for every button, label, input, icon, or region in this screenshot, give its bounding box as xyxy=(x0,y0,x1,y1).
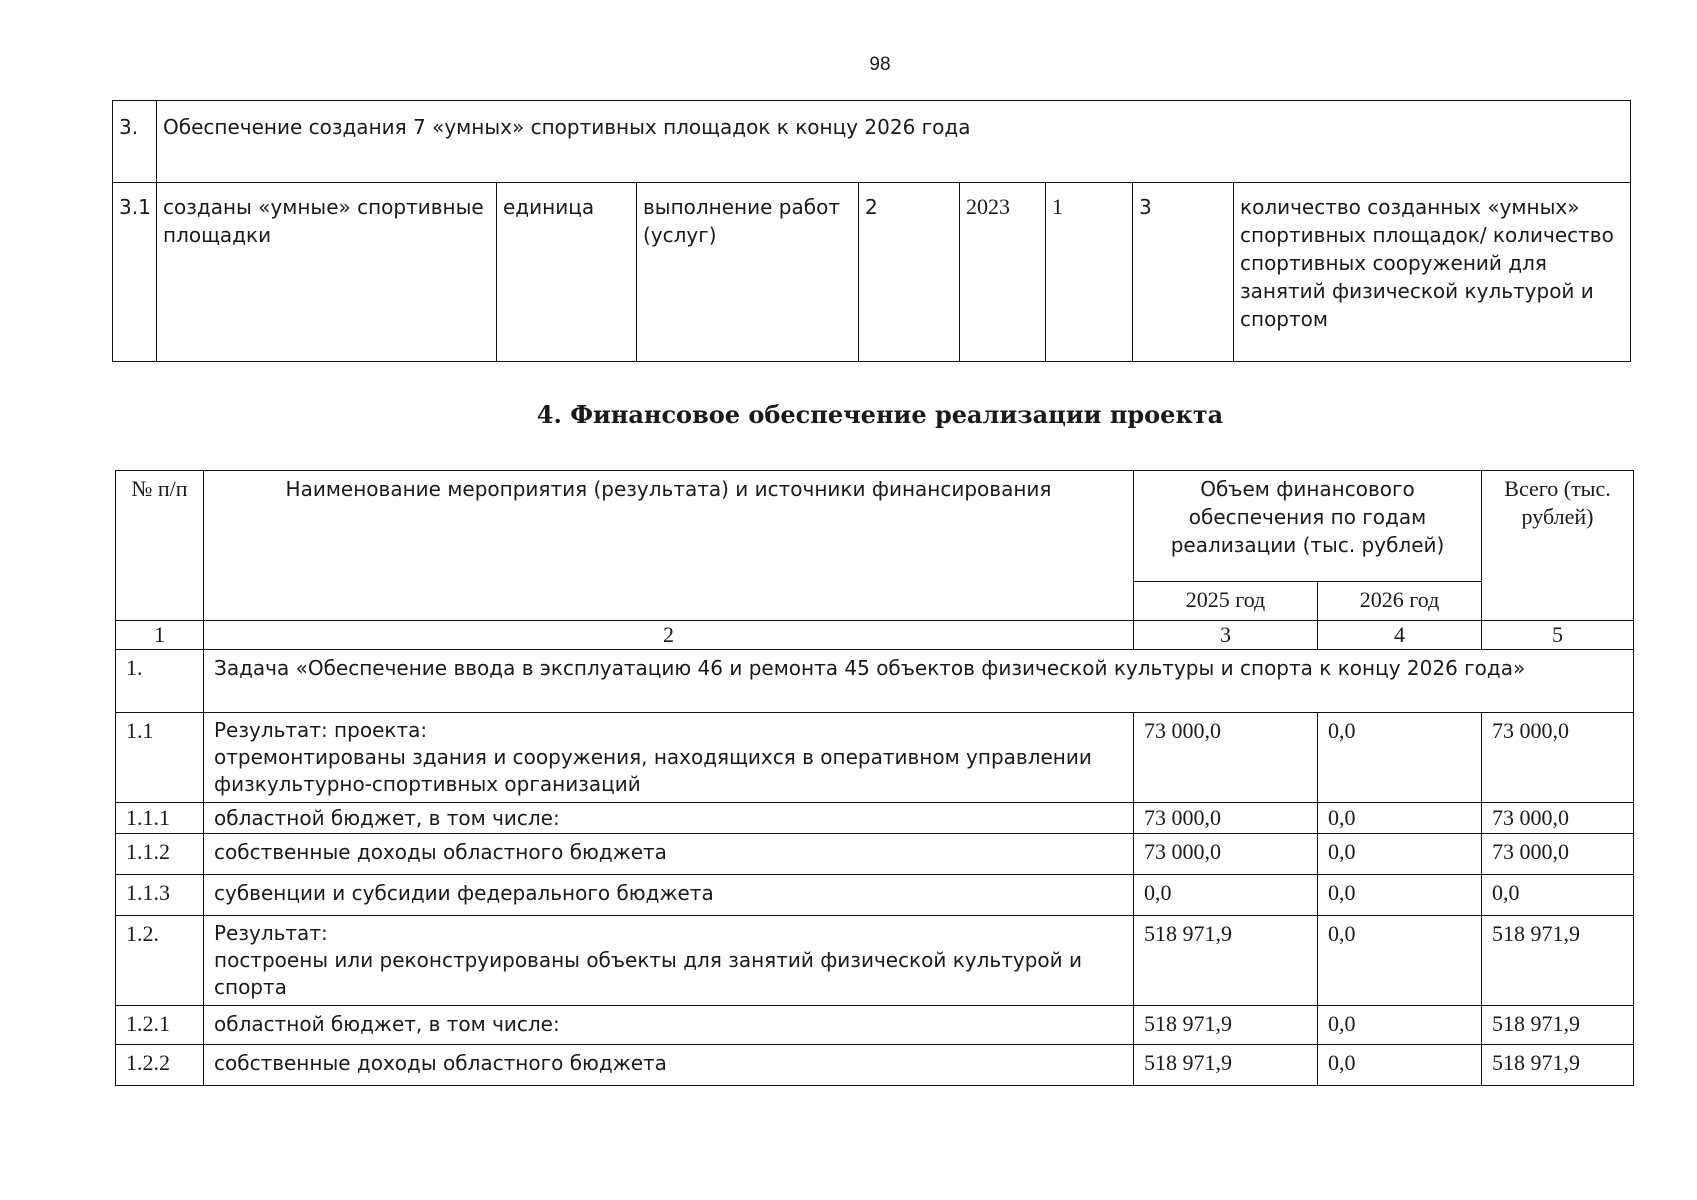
indicator-value-2025: 1 xyxy=(1046,183,1133,362)
indicator-base-year: 2023 xyxy=(960,183,1046,362)
row-name: субвенции и субсидии федерального бюджета xyxy=(204,875,1134,916)
table-row xyxy=(116,1045,1634,1086)
task-row xyxy=(113,101,1631,183)
finance-table xyxy=(115,470,1634,1086)
row-number: 1.2. xyxy=(116,916,204,1006)
row-total: 73 000,0 xyxy=(1482,834,1634,875)
row-2025: 518 971,9 xyxy=(1134,1045,1318,1086)
row-number: 1.1.3 xyxy=(116,875,204,916)
table-row xyxy=(116,875,1634,916)
row-2026: 0,0 xyxy=(1318,916,1482,1006)
indicator-value-2026: 3 xyxy=(1133,183,1234,362)
header-year-2026: 2026 год xyxy=(1318,582,1482,621)
row-name: собственные доходы областного бюджета xyxy=(204,834,1134,875)
row-name-detail: построены или реконструированы объекты для занятий физической культурой и спорта xyxy=(214,948,1082,999)
table-row xyxy=(116,834,1634,875)
column-number: 1 xyxy=(116,621,204,650)
row-2026: 0,0 xyxy=(1318,803,1482,834)
indicator-unit: единица xyxy=(497,183,637,362)
row-2025: 518 971,9 xyxy=(1134,1006,1318,1045)
row-name-label: Результат: xyxy=(214,921,328,945)
row-total: 518 971,9 xyxy=(1482,916,1634,1006)
row-total: 518 971,9 xyxy=(1482,1006,1634,1045)
header-total: Всего (тыс. рублей) xyxy=(1482,471,1634,621)
column-number: 3 xyxy=(1134,621,1318,650)
indicator-name: созданы «умные» спортивные площадки xyxy=(157,183,497,362)
table-row xyxy=(116,713,1634,803)
task-title: Задача «Обеспечение ввода в эксплуатацию 46 и ремонта 45 объектов физической культуры и спорта к концу 2026 года» xyxy=(204,650,1634,713)
row-name-detail: отремонтированы здания и сооружения, находящихся в оперативном управлении физкультурно-спортивных организаций xyxy=(214,745,1092,796)
row-name xyxy=(204,916,1134,1006)
row-number: 1.1.1 xyxy=(116,803,204,834)
row-2025: 73 000,0 xyxy=(1134,713,1318,803)
indicator-type: выполнение работ (услуг) xyxy=(637,183,859,362)
column-number: 2 xyxy=(204,621,1134,650)
section-title: 4. Финансовое обеспечение реализации проекта xyxy=(536,400,1224,429)
indicator-method: количество созданных «умных» спортивных площадок/ количество спортивных сооружений для занятий физической культурой и спортом xyxy=(1234,183,1631,362)
row-2026: 0,0 xyxy=(1318,834,1482,875)
row-number: 1.2.2 xyxy=(116,1045,204,1086)
row-2026: 0,0 xyxy=(1318,1045,1482,1086)
column-number: 4 xyxy=(1318,621,1482,650)
row-name: собственные доходы областного бюджета xyxy=(204,1045,1134,1086)
table-row xyxy=(116,916,1634,1006)
row-2025: 0,0 xyxy=(1134,875,1318,916)
row-name-label: Результат: проекта: xyxy=(214,718,428,742)
row-2025: 73 000,0 xyxy=(1134,834,1318,875)
header-num: № п/п xyxy=(116,471,204,621)
row-2026: 0,0 xyxy=(1318,1006,1482,1045)
row-total: 0,0 xyxy=(1482,875,1634,916)
indicator-base-value: 2 xyxy=(859,183,960,362)
row-total: 518 971,9 xyxy=(1482,1045,1634,1086)
row-name xyxy=(204,713,1134,803)
task-number: 3. xyxy=(113,101,157,183)
indicator-row xyxy=(113,183,1631,362)
row-name: областной бюджет, в том числе: xyxy=(204,803,1134,834)
row-2026: 0,0 xyxy=(1318,713,1482,803)
task-number: 1. xyxy=(116,650,204,713)
column-number: 5 xyxy=(1482,621,1634,650)
row-2026: 0,0 xyxy=(1318,875,1482,916)
table-row xyxy=(116,1006,1634,1045)
header-year-2025: 2025 год xyxy=(1134,582,1318,621)
column-numbers-row xyxy=(116,621,1634,650)
row-number: 1.2.1 xyxy=(116,1006,204,1045)
indicator-number: 3.1 xyxy=(113,183,157,362)
header-volume: Объем финансового обеспечения по годам реализации (тыс. рублей) xyxy=(1134,471,1482,582)
task-title: Обеспечение создания 7 «умных» спортивных площадок к концу 2026 года xyxy=(157,101,1631,183)
row-total: 73 000,0 xyxy=(1482,713,1634,803)
row-number: 1.1 xyxy=(116,713,204,803)
row-number: 1.1.2 xyxy=(116,834,204,875)
header-name: Наименование мероприятия (результата) и источники финансирования xyxy=(204,471,1134,621)
row-name: областной бюджет, в том числе: xyxy=(204,1006,1134,1045)
row-2025: 73 000,0 xyxy=(1134,803,1318,834)
page-number: 98 xyxy=(869,54,891,75)
row-total: 73 000,0 xyxy=(1482,803,1634,834)
row-2025: 518 971,9 xyxy=(1134,916,1318,1006)
table-row xyxy=(116,803,1634,834)
indicators-table xyxy=(112,100,1631,362)
task-row xyxy=(116,650,1634,713)
header-row xyxy=(116,471,1634,582)
